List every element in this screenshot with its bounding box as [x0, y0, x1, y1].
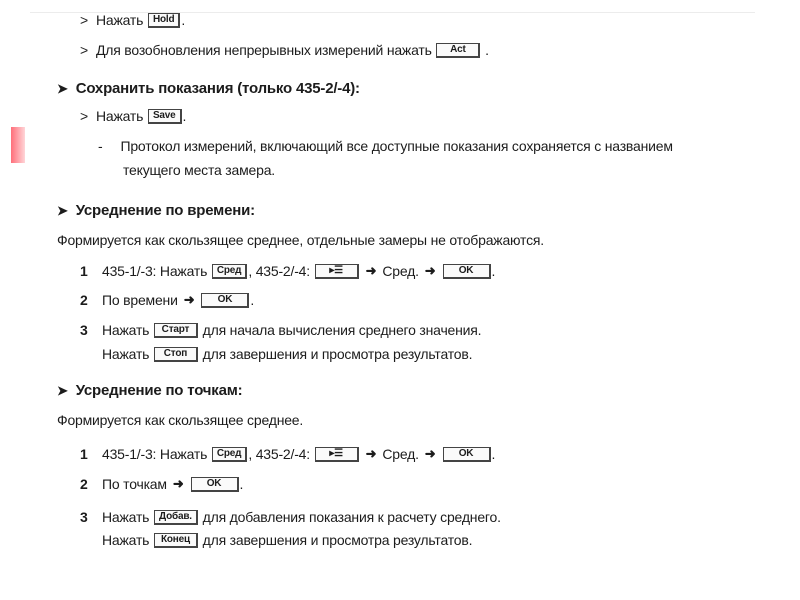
- arrow-right-icon: ➜: [365, 263, 377, 278]
- points-step3-text1: Нажать: [102, 509, 150, 525]
- time-step3-line2: [102, 346, 472, 362]
- points-step1-end: .: [491, 446, 496, 462]
- save-note-text1: Протокол измерений, включающий все доступные показания сохраняется с названием: [120, 138, 673, 154]
- points-step3-line1: [80, 509, 501, 525]
- points-step3-rest1: для добавления показания к расчету среднего.: [202, 509, 501, 525]
- time-step3-rest2: для завершения и просмотра результатов.: [202, 346, 473, 362]
- points-step3-line2: [102, 532, 472, 548]
- act-key: Act: [436, 43, 480, 58]
- resume-line: [80, 42, 489, 58]
- menu-key: ▸☰: [315, 264, 359, 279]
- points-step3-text2: Нажать: [102, 532, 150, 548]
- save-note-text2: текущего места замера.: [123, 162, 275, 178]
- save-end: .: [182, 108, 187, 124]
- arrow-right-icon: ➜: [183, 292, 195, 307]
- points-step3-rest2: для завершения и просмотра результатов.: [202, 532, 473, 548]
- red-margin-mark: [11, 127, 25, 163]
- step-number: 1: [80, 263, 88, 279]
- hold-key: Hold: [148, 13, 180, 28]
- hold-end: .: [181, 12, 186, 28]
- points-step2: [80, 476, 243, 492]
- points-description-text: Формируется как скользящее среднее.: [57, 412, 304, 428]
- time-step1-part2: , 435-2/-4:: [248, 263, 310, 279]
- ok-key: OK: [443, 264, 491, 279]
- dash-bullet: -: [98, 138, 103, 154]
- step-number: 3: [80, 509, 88, 525]
- time-step2-text: По времени: [102, 292, 178, 308]
- start-key: Старт: [154, 323, 198, 338]
- ok-key: OK: [443, 447, 491, 462]
- chevron-right-icon: >: [80, 108, 88, 124]
- points-description: [57, 412, 303, 428]
- save-heading-text: Сохранить показания (только 435-2/-4):: [75, 80, 360, 97]
- end-key: Конец: [154, 533, 198, 548]
- time-heading: [57, 202, 255, 219]
- time-heading-text: Усреднение по времени:: [75, 202, 255, 219]
- step-number: 2: [80, 292, 88, 308]
- points-heading: [57, 382, 242, 399]
- time-step1-end: .: [491, 263, 496, 279]
- hold-text: Нажать: [95, 12, 144, 28]
- save-text: Нажать: [95, 108, 144, 124]
- heading-arrow-icon: ➤: [57, 382, 68, 398]
- time-step3-text1: Нажать: [102, 322, 150, 338]
- points-step2-end: .: [239, 476, 244, 492]
- ok-key: OK: [201, 293, 249, 308]
- step-number: 1: [80, 446, 88, 462]
- time-step3-rest1: для начала вычисления среднего значения.: [202, 322, 482, 338]
- time-step1-part1: 435-1/-3: Нажать: [102, 263, 208, 279]
- points-step1-part1: 435-1/-3: Нажать: [102, 446, 208, 462]
- points-heading-text: Усреднение по точкам:: [75, 382, 243, 399]
- menu-key: ▸☰: [315, 447, 359, 462]
- step-number: 3: [80, 322, 88, 338]
- step-number: 2: [80, 476, 88, 492]
- heading-arrow-icon: ➤: [57, 202, 68, 218]
- resume-text: Для возобновления непрерывных измерений нажать: [95, 42, 432, 58]
- points-step1: [80, 446, 495, 462]
- time-step3-text2: Нажать: [102, 346, 150, 362]
- chevron-right-icon: >: [80, 42, 88, 58]
- ok-key: OK: [191, 477, 239, 492]
- points-step1-part2: , 435-2/-4:: [248, 446, 310, 462]
- save-key: Save: [148, 109, 182, 124]
- save-note-line2: [123, 162, 275, 178]
- time-description-text: Формируется как скользящее среднее, отдельные замеры не отображаются.: [57, 232, 544, 248]
- time-step3-line1: [80, 322, 481, 338]
- save-note-line1: [98, 138, 673, 154]
- heading-arrow-icon: ➤: [57, 80, 68, 96]
- arrow-right-icon: ➜: [365, 446, 377, 461]
- add-key: Добав.: [154, 510, 198, 525]
- stop-key: Стоп: [154, 347, 198, 362]
- arrow-right-icon: ➜: [172, 476, 184, 491]
- time-step2: [80, 292, 254, 308]
- save-line: [80, 108, 186, 124]
- sred-key: Сред: [212, 264, 247, 279]
- arrow-right-icon: ➜: [424, 446, 436, 461]
- time-step1: [80, 263, 495, 279]
- chevron-right-icon: >: [80, 12, 88, 28]
- hold-line: [80, 12, 185, 28]
- points-step2-text: По точкам: [102, 476, 167, 492]
- arrow-right-icon: ➜: [424, 263, 436, 278]
- time-step2-end: .: [250, 292, 255, 308]
- resume-end: .: [485, 42, 489, 58]
- save-heading: [57, 80, 360, 97]
- sred-key: Сред: [212, 447, 247, 462]
- points-step1-part3: Сред.: [382, 446, 419, 462]
- time-description: [57, 232, 544, 248]
- time-step1-part3: Сред.: [382, 263, 419, 279]
